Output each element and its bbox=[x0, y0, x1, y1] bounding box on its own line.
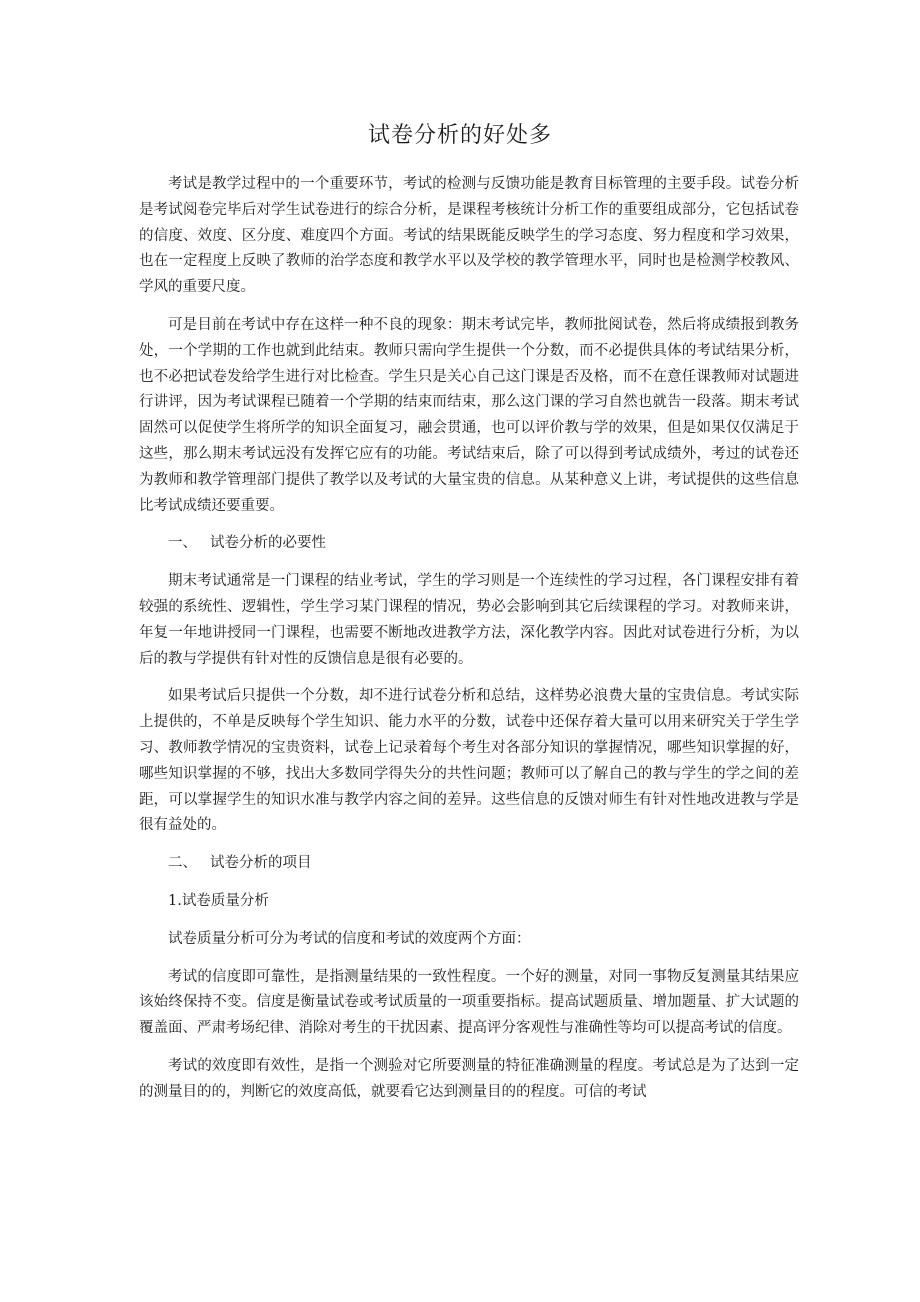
section-heading-2-number: 二、 bbox=[168, 855, 197, 872]
paragraph-reliability: 考试的信度即可靠性，是指测量结果的一致性程度。一个好的测量，对同一事物反复测量其结果应该始终保持不变。信度是衡量试卷或考试质量的一项重要指标。提高试题质量、增加题量、扩大试题的覆盖面、严肃考场纪律、消除对考生的干扰因素、提高评分客观性与准确性等均可以提高考试的信度。 bbox=[139, 968, 799, 1037]
section-heading-1-number: 一、 bbox=[168, 535, 197, 552]
paragraph-problem: 可是目前在考试中存在这样一种不良的现象：期末考试完毕，教师批阅试卷，然后将成绩报到教务处，一个学期的工作也就到此结束。教师只需向学生提供一个分数，而不必提供具体的考试结果分析，也不必把试卷发给学生进行对比检查。学生只是关心自己这门课是否及格，而不在意任课教师对试题进行讲评，因为考试课程已随着一个学期的结束而结束，那么这门课的学习自然也就告一段落。期末考试固然可以促使学生将所学的知识全面复习，融会贯通，也可以评价教与学的效果，但是如果仅仅满足于这些，那么期末考试远没有发挥它应有的功能。考试结束后，除了可以得到考试成绩外，考过的试卷还为教师和教学管理部门提供了教学以及考试的大量宝贵的信息。从某种意义上讲，考试提供的这些信息比考试成绩还要重要。 bbox=[139, 316, 799, 514]
paragraph-intro: 考试是教学过程中的一个重要环节，考试的检测与反馈功能是教育目标管理的主要手段。试卷分析是考试阅卷完毕后对学生试卷进行的综合分析，是课程考核统计分析工作的重要组成部分，它包括试卷的信度、效度、区分度、难度四个方面。考试的结果既能反映学生的学习态度、努力程度和学习效果，也在一定程度上反映了教师的治学态度和教学水平以及学校的教学管理水平，同时也是检测学校教风、学风的重要尺度。 bbox=[139, 176, 799, 296]
paragraph-necessity-2: 如果考试后只提供一个分数，却不进行试卷分析和总结，这样势必浪费大量的宝贵信息。考试实际上提供的，不单是反映每个学生知识、能力水平的分数，试卷中还保存着大量可以用来研究关于学生学习、教师教学情况的宝贵资料，试卷上记录着每个考生对各部分知识的掌握情况，哪些知识掌握的好，哪些知识掌握的不够，找出大多数同学得失分的共性问题；教师可以了解自己的教与学生的学之间的差距，可以掌握学生的知识水准与教学内容之间的差异。这些信息的反馈对师生有针对性地改进教与学是很有益处的。 bbox=[139, 688, 799, 834]
paragraph-necessity-1: 期末考试通常是一门课程的结业考试，学生的学习则是一个连续性的学习过程，各门课程安排有着较强的系统性、逻辑性，学生学习某门课程的情况，势必会影响到其它后续课程的学习。对教师来讲，年复一年地讲授同一门课程，也需要不断地改进教学方法，深化教学内容。因此对试卷进行分析，为以后的教与学提供有针对性的反馈信息是很有必要的。 bbox=[139, 573, 799, 667]
paragraph-validity: 考试的效度即有效性，是指一个测验对它所要测量的特征准确测量的程度。考试总是为了达到一定的测量目的的，判断它的效度高低，就要看它达到测量目的的程度。可信的考试 bbox=[139, 1057, 799, 1100]
document-title: 试卷分析的好处多 bbox=[367, 123, 552, 148]
section-heading-1 bbox=[139, 531, 799, 557]
section-heading-2-text: 试卷分析的项目 bbox=[210, 855, 312, 872]
section-heading-1-text: 试卷分析的必要性 bbox=[210, 535, 326, 552]
paragraph-quality-intro: 试卷质量分析可分为考试的信度和考试的效度两个方面： bbox=[168, 930, 531, 947]
document-body bbox=[139, 172, 799, 1118]
section-heading-2 bbox=[139, 851, 799, 877]
subsection-heading-1: 1.试卷质量分析 bbox=[168, 892, 269, 909]
